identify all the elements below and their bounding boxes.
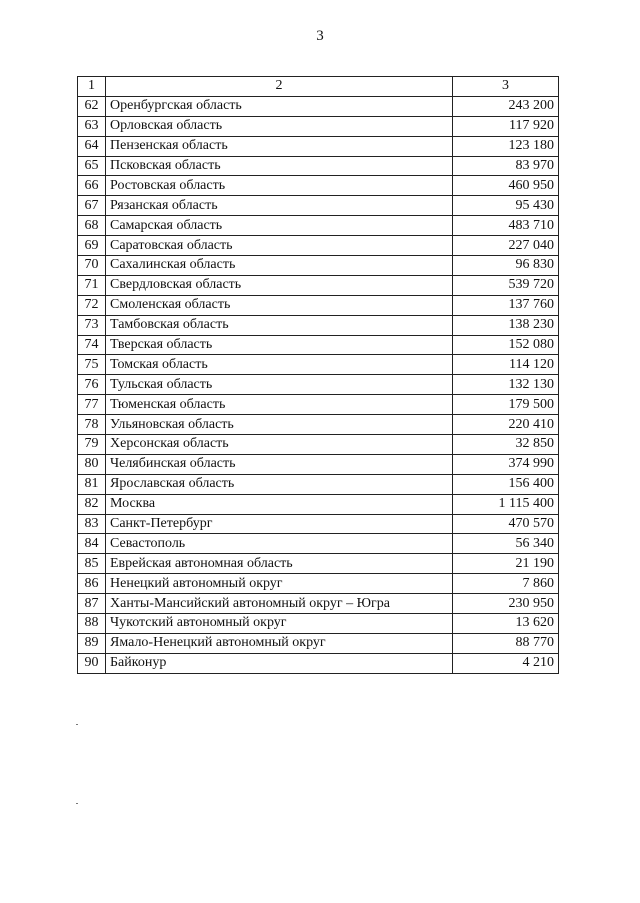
row-number-cell: 82 (78, 494, 106, 514)
value-cell: 132 130 (453, 375, 559, 395)
row-number-cell: 71 (78, 275, 106, 295)
row-number-cell: 62 (78, 96, 106, 116)
table-row (78, 514, 559, 534)
table-row (78, 156, 559, 176)
row-number-cell: 68 (78, 216, 106, 236)
page-number: 3 (316, 28, 324, 44)
row-number-cell: 77 (78, 395, 106, 415)
row-number-cell: 86 (78, 574, 106, 594)
value-cell: 230 950 (453, 594, 559, 614)
row-number-cell: 79 (78, 435, 106, 455)
row-number-cell: 76 (78, 375, 106, 395)
region-name-cell: Пензенская область (106, 136, 453, 156)
table-row (78, 494, 559, 514)
header-col-1: 1 (78, 77, 106, 97)
table-row (78, 653, 559, 673)
table-row (78, 295, 559, 315)
region-name-cell: Псковская область (106, 156, 453, 176)
table-row (78, 256, 559, 276)
row-number-cell: 80 (78, 454, 106, 474)
value-cell: 243 200 (453, 96, 559, 116)
row-number-cell: 73 (78, 315, 106, 335)
region-name-cell: Орловская область (106, 116, 453, 136)
region-name-cell: Тамбовская область (106, 315, 453, 335)
scan-speck (76, 803, 78, 804)
region-name-cell: Свердловская область (106, 275, 453, 295)
value-cell: 152 080 (453, 335, 559, 355)
region-name-cell: Томская область (106, 355, 453, 375)
table-row (78, 534, 559, 554)
region-name-cell: Тюменская область (106, 395, 453, 415)
region-name-cell: Ульяновская область (106, 415, 453, 435)
row-number-cell: 89 (78, 633, 106, 653)
value-cell: 117 920 (453, 116, 559, 136)
header-col-2: 2 (106, 77, 453, 97)
value-cell: 227 040 (453, 236, 559, 256)
row-number-cell: 65 (78, 156, 106, 176)
table-row (78, 395, 559, 415)
table-row (78, 375, 559, 395)
row-number-cell: 88 (78, 614, 106, 634)
row-number-cell: 69 (78, 236, 106, 256)
row-number-cell: 78 (78, 415, 106, 435)
row-number-cell: 64 (78, 136, 106, 156)
row-number-cell: 83 (78, 514, 106, 534)
region-name-cell: Ненецкий автономный округ (106, 574, 453, 594)
region-name-cell: Тверская область (106, 335, 453, 355)
row-number-cell: 90 (78, 653, 106, 673)
table-row (78, 176, 559, 196)
table-row (78, 454, 559, 474)
region-name-cell: Ямало-Ненецкий автономный округ (106, 633, 453, 653)
value-cell: 114 120 (453, 355, 559, 375)
value-cell: 7 860 (453, 574, 559, 594)
row-number-cell: 63 (78, 116, 106, 136)
table-row (78, 216, 559, 236)
row-number-cell: 66 (78, 176, 106, 196)
value-cell: 374 990 (453, 454, 559, 474)
regions-table (77, 76, 559, 674)
table-row (78, 633, 559, 653)
row-number-cell: 67 (78, 196, 106, 216)
value-cell: 220 410 (453, 415, 559, 435)
region-name-cell: Севастополь (106, 534, 453, 554)
region-name-cell: Байконур (106, 653, 453, 673)
region-name-cell: Оренбургская область (106, 96, 453, 116)
value-cell: 13 620 (453, 614, 559, 634)
table-row (78, 136, 559, 156)
value-cell: 470 570 (453, 514, 559, 534)
value-cell: 123 180 (453, 136, 559, 156)
value-cell: 483 710 (453, 216, 559, 236)
value-cell: 56 340 (453, 534, 559, 554)
value-cell: 1 115 400 (453, 494, 559, 514)
value-cell: 96 830 (453, 256, 559, 276)
region-name-cell: Чукотский автономный округ (106, 614, 453, 634)
value-cell: 95 430 (453, 196, 559, 216)
table-row (78, 275, 559, 295)
value-cell: 32 850 (453, 435, 559, 455)
value-cell: 460 950 (453, 176, 559, 196)
row-number-cell: 75 (78, 355, 106, 375)
row-number-cell: 70 (78, 256, 106, 276)
value-cell: 539 720 (453, 275, 559, 295)
value-cell: 88 770 (453, 633, 559, 653)
table-row (78, 614, 559, 634)
value-cell: 21 190 (453, 554, 559, 574)
table-row (78, 474, 559, 494)
table-row (78, 315, 559, 335)
value-cell: 137 760 (453, 295, 559, 315)
value-cell: 4 210 (453, 653, 559, 673)
region-name-cell: Еврейская автономная область (106, 554, 453, 574)
table-body (78, 96, 559, 673)
scan-speck (76, 724, 78, 725)
region-name-cell: Санкт-Петербург (106, 514, 453, 534)
row-number-cell: 84 (78, 534, 106, 554)
row-number-cell: 87 (78, 594, 106, 614)
region-name-cell: Ярославская область (106, 474, 453, 494)
table-header-row (78, 77, 559, 97)
table-row (78, 554, 559, 574)
region-name-cell: Ростовская область (106, 176, 453, 196)
value-cell: 156 400 (453, 474, 559, 494)
table-row (78, 594, 559, 614)
value-cell: 83 970 (453, 156, 559, 176)
table-row (78, 236, 559, 256)
region-name-cell: Саратовская область (106, 236, 453, 256)
table-row (78, 435, 559, 455)
table-row (78, 116, 559, 136)
region-name-cell: Тульская область (106, 375, 453, 395)
row-number-cell: 74 (78, 335, 106, 355)
table-row (78, 335, 559, 355)
header-col-3: 3 (453, 77, 559, 97)
region-name-cell: Самарская область (106, 216, 453, 236)
region-name-cell: Рязанская область (106, 196, 453, 216)
table-row (78, 196, 559, 216)
row-number-cell: 72 (78, 295, 106, 315)
value-cell: 138 230 (453, 315, 559, 335)
table-row (78, 96, 559, 116)
table-row (78, 415, 559, 435)
region-name-cell: Сахалинская область (106, 256, 453, 276)
row-number-cell: 81 (78, 474, 106, 494)
region-name-cell: Херсонская область (106, 435, 453, 455)
row-number-cell: 85 (78, 554, 106, 574)
value-cell: 179 500 (453, 395, 559, 415)
region-name-cell: Ханты-Мансийский автономный округ – Югра (106, 594, 453, 614)
table-row (78, 574, 559, 594)
region-name-cell: Челябинская область (106, 454, 453, 474)
table-row (78, 355, 559, 375)
region-name-cell: Смоленская область (106, 295, 453, 315)
region-name-cell: Москва (106, 494, 453, 514)
